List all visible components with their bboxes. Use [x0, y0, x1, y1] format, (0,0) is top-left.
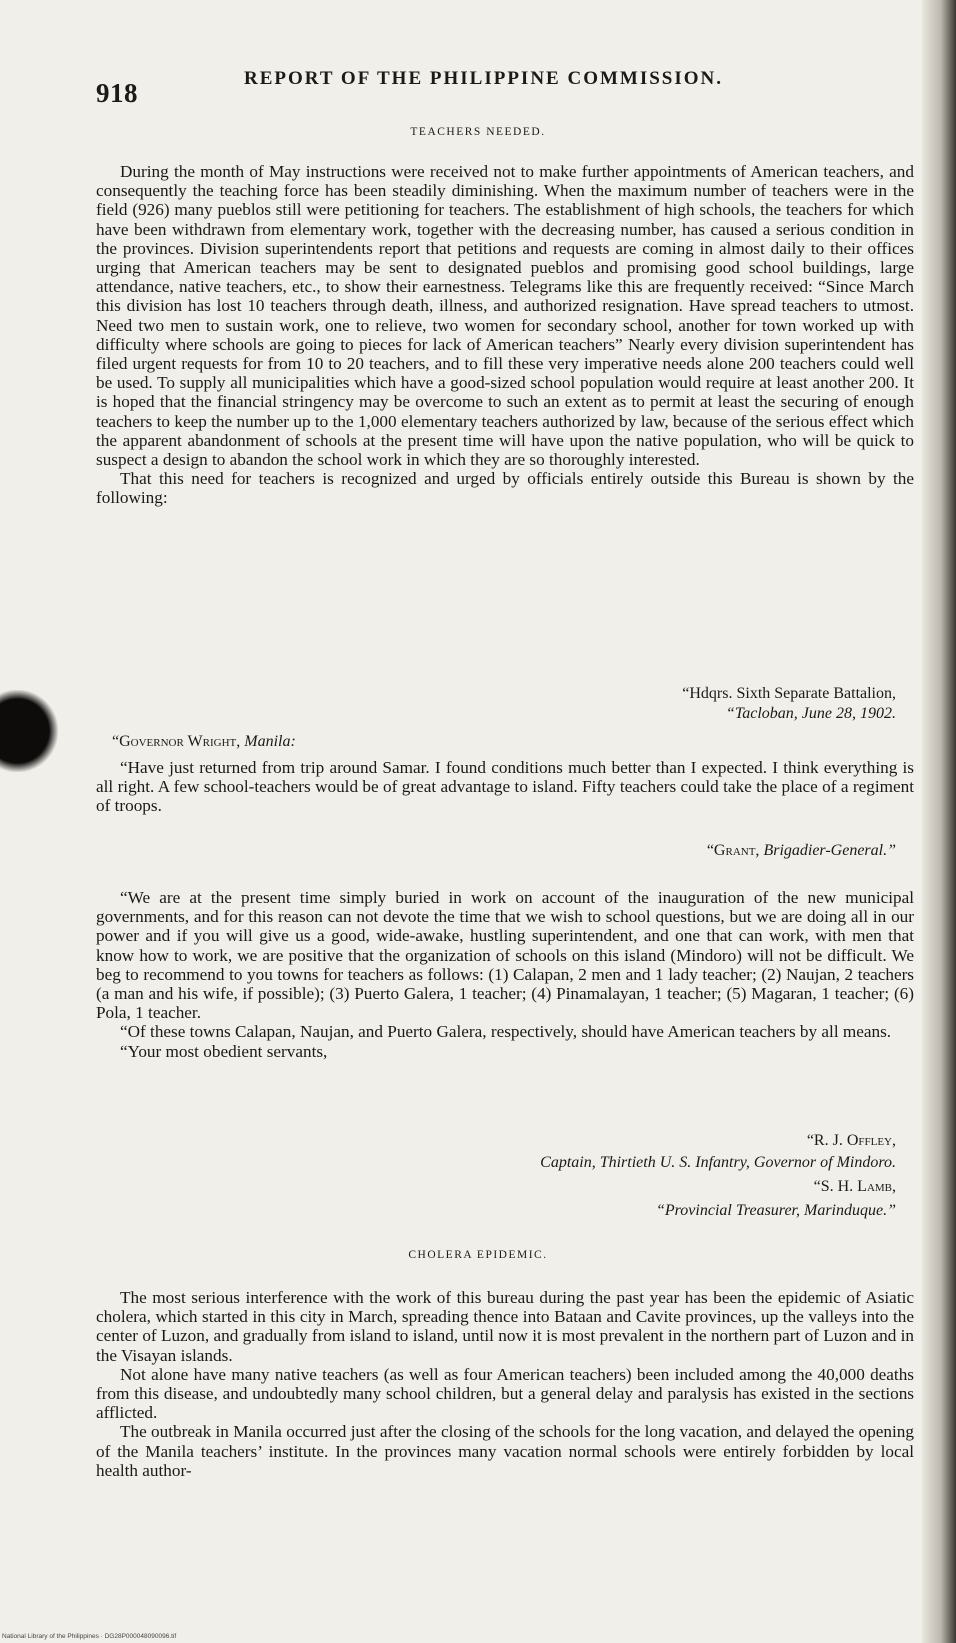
letter-body: [96, 888, 914, 1061]
scan-source-footer: National Library of the Philippines · DG28P000048090096.tif: [2, 1633, 177, 1640]
paragraph: That this need for teachers is recognized and urged by officials entirely outside this Bureau is shown by the following:: [96, 469, 914, 508]
page-edge-shadow: [922, 0, 956, 1643]
signer1-title: Captain, Thirtieth U. S. Infantry, Governor of Mindoro.: [540, 1154, 896, 1171]
paragraph: “Of these towns Calapan, Naujan, and Puerto Galera, respectively, should have American teachers by all means.: [120, 1022, 892, 1042]
running-title: REPORT OF THE PHILIPPINE COMMISSION.: [244, 68, 724, 89]
paragraph: “We are at the present time simply buried in work on account of the inauguration of the new municipal governments, and for this reason can not devote the time that we wish to school questions, but we are doing all in our power and if you will give us a good, wide-awake, hustling superintendent, and one that can work, with men that know how to work, we are positive that the organization of schools on this island (Mindoro) will not be difficult. We beg to recommend to you towns for teachers as follows: (1) Calapan, 2 men and 1 lady teacher; (2) Naujan, 2 teachers (a man and his wife, if possible); (3) Puerto Galera, 1 teacher; (4) Pinamalayan, 1 teacher; (5) Magaran, 1 teacher; (6) Pola, 1 teacher.: [96, 888, 914, 1023]
signer2-title: “Provincial Treasurer, Marinduque.”: [655, 1202, 896, 1219]
section-cholera-body: [96, 1288, 914, 1480]
paragraph: Not alone have many native teachers (as well as four American teachers) been included among the 40,000 deaths from this disease, and undoubtedly many school children, but a general delay and paralysis has existed in the sections afflicted.: [96, 1364, 914, 1423]
signature-title: Brigadier-General.”: [763, 842, 896, 859]
section-teachers-body: [96, 162, 914, 508]
section-heading-teachers: TEACHERS NEEDED.: [410, 126, 546, 138]
telegram-from: “Hdqrs. Sixth Separate Battalion,: [682, 685, 896, 702]
section-heading-cholera: CHOLERA EPIDEMIC.: [408, 1249, 548, 1261]
telegram-addressee: [112, 733, 296, 751]
addressee-place: Manila:: [244, 733, 296, 750]
signer2-name: “S. H. Lamb,: [813, 1178, 896, 1195]
telegram-signature: [707, 842, 896, 860]
paragraph: The outbreak in Manila occurred just after the closing of the schools for the long vacation, and delayed the opening of the Manila teachers’ institute. In the provinces many vacation normal schools were entirely forbidden by local health author-: [96, 1422, 914, 1480]
signer1-name: “R. J. Offley,: [806, 1132, 896, 1149]
ink-blot: [0, 690, 58, 772]
paragraph: During the month of May instructions were received not to make further appointments of American teachers, and consequently the teaching force has been steadily diminishing. When the maximum number of teachers were in the field (926) many pueblos still were petitioning for teachers. The establishment of high schools, the teachers for which have been withdrawn from elementary work, together with the decreasing number, has caused a serious condition in the provinces. Division superintendents report that petitions and requests are coming in almost daily to their offices urging that American teachers may be sent to designated pueblos and promising good school buildings, large attendance, native teachers, etc., to show their earnestness. Telegrams like this are frequently received: “Since March this division has lost 10 teachers through death, illness, and authorized resignation. Have spread teachers to utmost. Need two men to sustain work, one to relieve, two women for secondary school, another for town worked up with difficulty where schools are going to pieces for lack of American teachers” Nearly every division superintendent has filed urgent requests for from 10 to 20 teachers, and to fill these very imperative needs alone 200 teachers could well be used. To supply all municipalities which have a good-sized school population would require at least another 200. It is hoped that the financial stringency may be overcome to such an extent as to permit at least the securing of enough teachers to keep the number up to the 1,000 elementary teachers authorized by law, because of the serious effect which the apparent abandonment of schools at the present time will have upon the native population, who will be quick to suspect a design to abandon the school work in which they are so thoroughly interested.: [96, 162, 914, 470]
page-number: 918: [96, 78, 138, 108]
signature-name: “Grant,: [706, 842, 760, 859]
paragraph: The most serious interference with the work of this bureau during the past year has been the epidemic of Asiatic cholera, which started in this city in March, spreading thence into Bataan and Cavite provinces, up the valleys into the center of Luzon, and gradually from island to island, until now it is most prevalent in the northern part of Luzon and in the Visayan islands.: [96, 1288, 914, 1365]
paragraph: “Your most obedient servants,: [120, 1041, 328, 1061]
paragraph: “Have just returned from trip around Samar. I found conditions much better than I expected. I think everything is all right. A few school-teachers would be of great advantage to island. Fifty teachers could take the place of a regiment of troops.: [96, 758, 914, 816]
addressee-name: “Governor Wright,: [112, 733, 241, 750]
telegram-place-date: “Tacloban, June 28, 1902.: [725, 705, 896, 722]
telegram-body: [96, 758, 914, 816]
